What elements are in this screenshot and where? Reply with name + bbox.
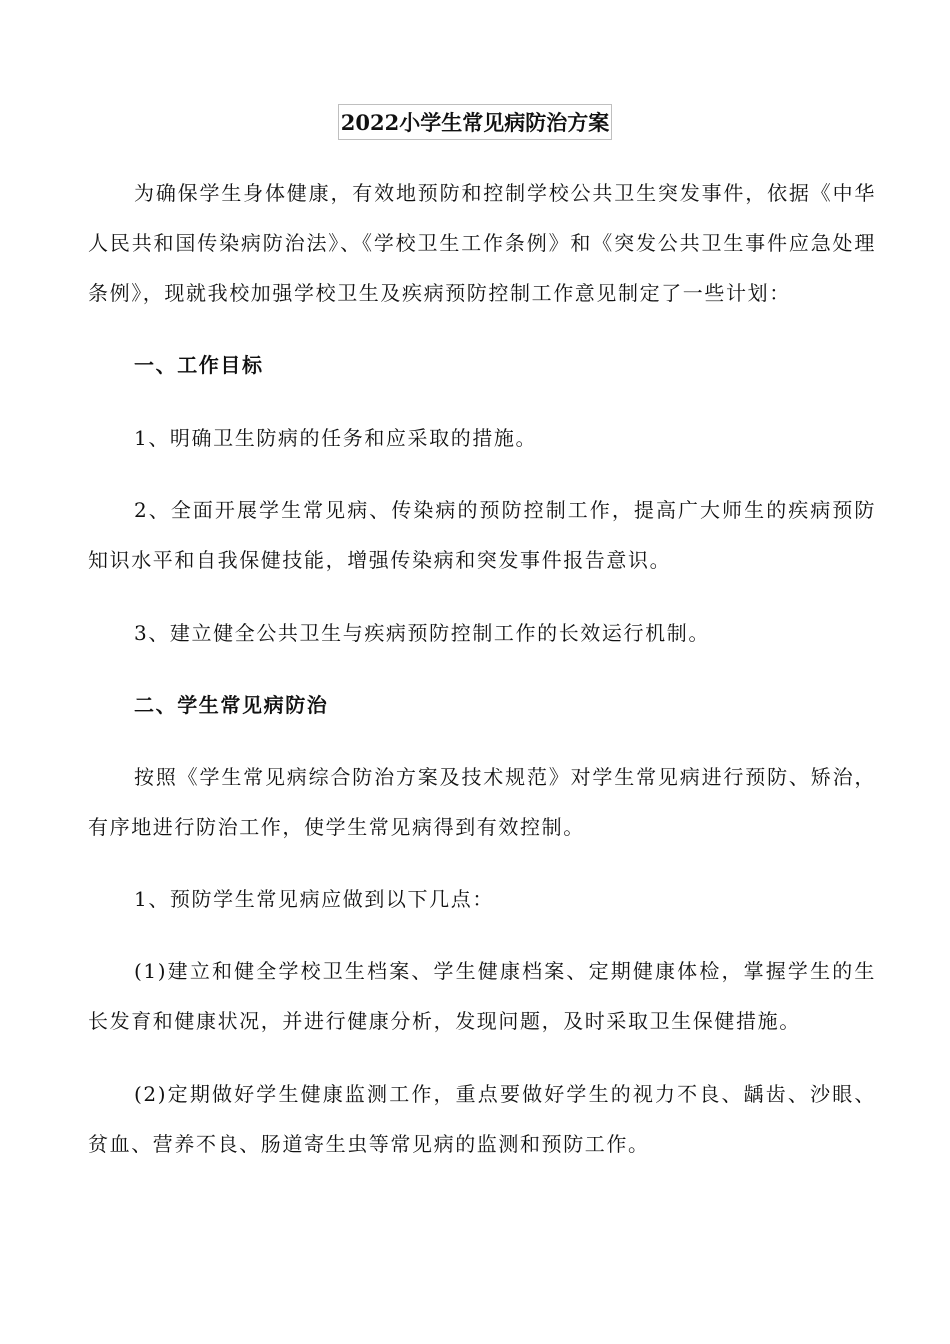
section1-item-2: 2、全面开展学生常见病、传染病的预防控制工作，提高广大师生的疾病预防知识水平和自我保健技能，增强传染病和突发事件报告意识。	[88, 498, 876, 572]
section1-item-1: 1、明确卫生防病的任务和应采取的措施。	[134, 426, 538, 450]
section2-heading: 二、学生常见病防治	[134, 693, 329, 717]
section2-paragraph: 按照《学生常见病综合防治方案及技术规范》对学生常见病进行预防、矫治，有序地进行防治工作，使学生常见病得到有效控制。	[88, 765, 876, 839]
title-container	[0, 104, 950, 140]
document-title: 2022小学生常见病防治方案	[338, 104, 612, 140]
intro-paragraph: 为确保学生身体健康，有效地预防和控制学校公共卫生突发事件，依据《中华人民共和国传染病防治法》、《学校卫生工作条例》和《突发公共卫生事件应急处理条例》，现就我校加强学校卫生及疾病预防控制工作意见制定了一些计划：	[88, 181, 876, 305]
section2-point-1: (1)建立和健全学校卫生档案、学生健康档案、定期健康体检，掌握学生的生长发育和健康状况，并进行健康分析，发现问题，及时采取卫生保健措施。	[88, 959, 876, 1033]
section1-heading: 一、工作目标	[134, 353, 264, 377]
section2-subheading-1: 1、预防学生常见病应做到以下几点：	[134, 887, 494, 911]
section2-point-2: (2)定期做好学生健康监测工作，重点要做好学生的视力不良、龋齿、沙眼、贫血、营养不良、肠道寄生虫等常见病的监测和预防工作。	[88, 1082, 876, 1156]
section1-item-3: 3、建立健全公共卫生与疾病预防控制工作的长效运行机制。	[134, 621, 710, 645]
